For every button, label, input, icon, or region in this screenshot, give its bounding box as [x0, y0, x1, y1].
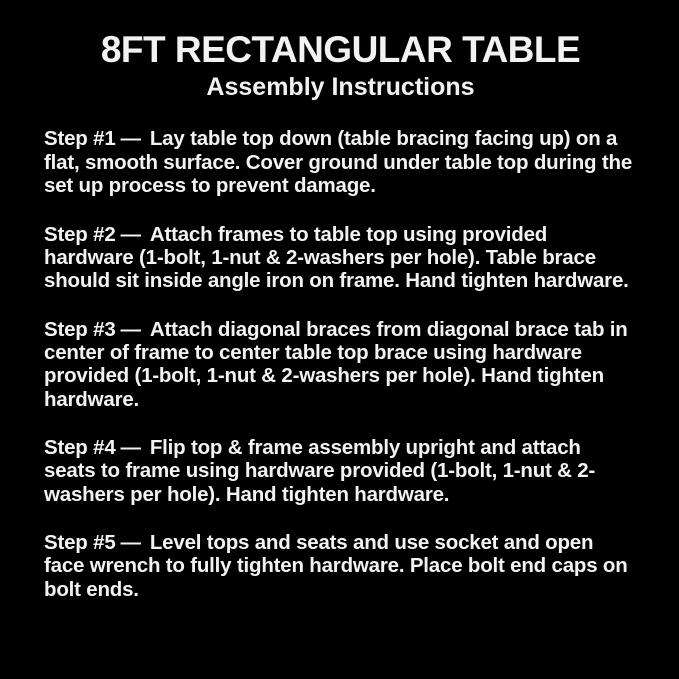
- step-label: Step #1: [44, 127, 116, 151]
- page-subtitle: Assembly Instructions: [206, 72, 475, 101]
- step-item-4: [44, 436, 637, 506]
- step-text: Attach frames to table top using provided hardware (1-bolt, 1-nut & 2-washers per hole). Table brace should sit inside angle iron on frame. Hand tighten hardware.: [44, 222, 629, 293]
- step-separator: —: [120, 317, 141, 341]
- step-separator: —: [120, 127, 141, 151]
- step-text: Attach diagonal braces from diagonal brace tab in center of frame to center table top brace using hardware provided (1-bolt, 1-nut & 2-washers per hole). Hand tighten hardware.: [44, 317, 628, 411]
- step-item-1: [44, 127, 637, 197]
- step-item-5: [44, 531, 637, 601]
- step-item-3: [44, 318, 637, 411]
- page-title: 8FT RECTANGULAR TABLE: [100, 29, 581, 70]
- step-text: Lay table top down (table bracing facing up) on a flat, smooth surface. Cover ground under table top during the set up process to prevent damage.: [44, 127, 633, 198]
- steps-list: [44, 127, 637, 601]
- step-label: Step #5: [44, 531, 116, 555]
- step-separator: —: [120, 436, 141, 460]
- step-text: Flip top & frame assembly upright and attach seats to frame using hardware provided (1-bolt, 1-nut & 2-washers per hole). Hand tighten hardware.: [44, 436, 596, 506]
- step-text: Level tops and seats and use socket and open face wrench to fully tighten hardware. Place bolt end caps on bolt ends.: [44, 531, 628, 601]
- step-label: Step #4: [44, 436, 116, 460]
- step-item-2: [44, 223, 637, 293]
- step-separator: —: [120, 531, 141, 555]
- step-label: Step #2: [44, 222, 116, 246]
- step-label: Step #3: [44, 317, 116, 341]
- step-separator: —: [120, 222, 141, 246]
